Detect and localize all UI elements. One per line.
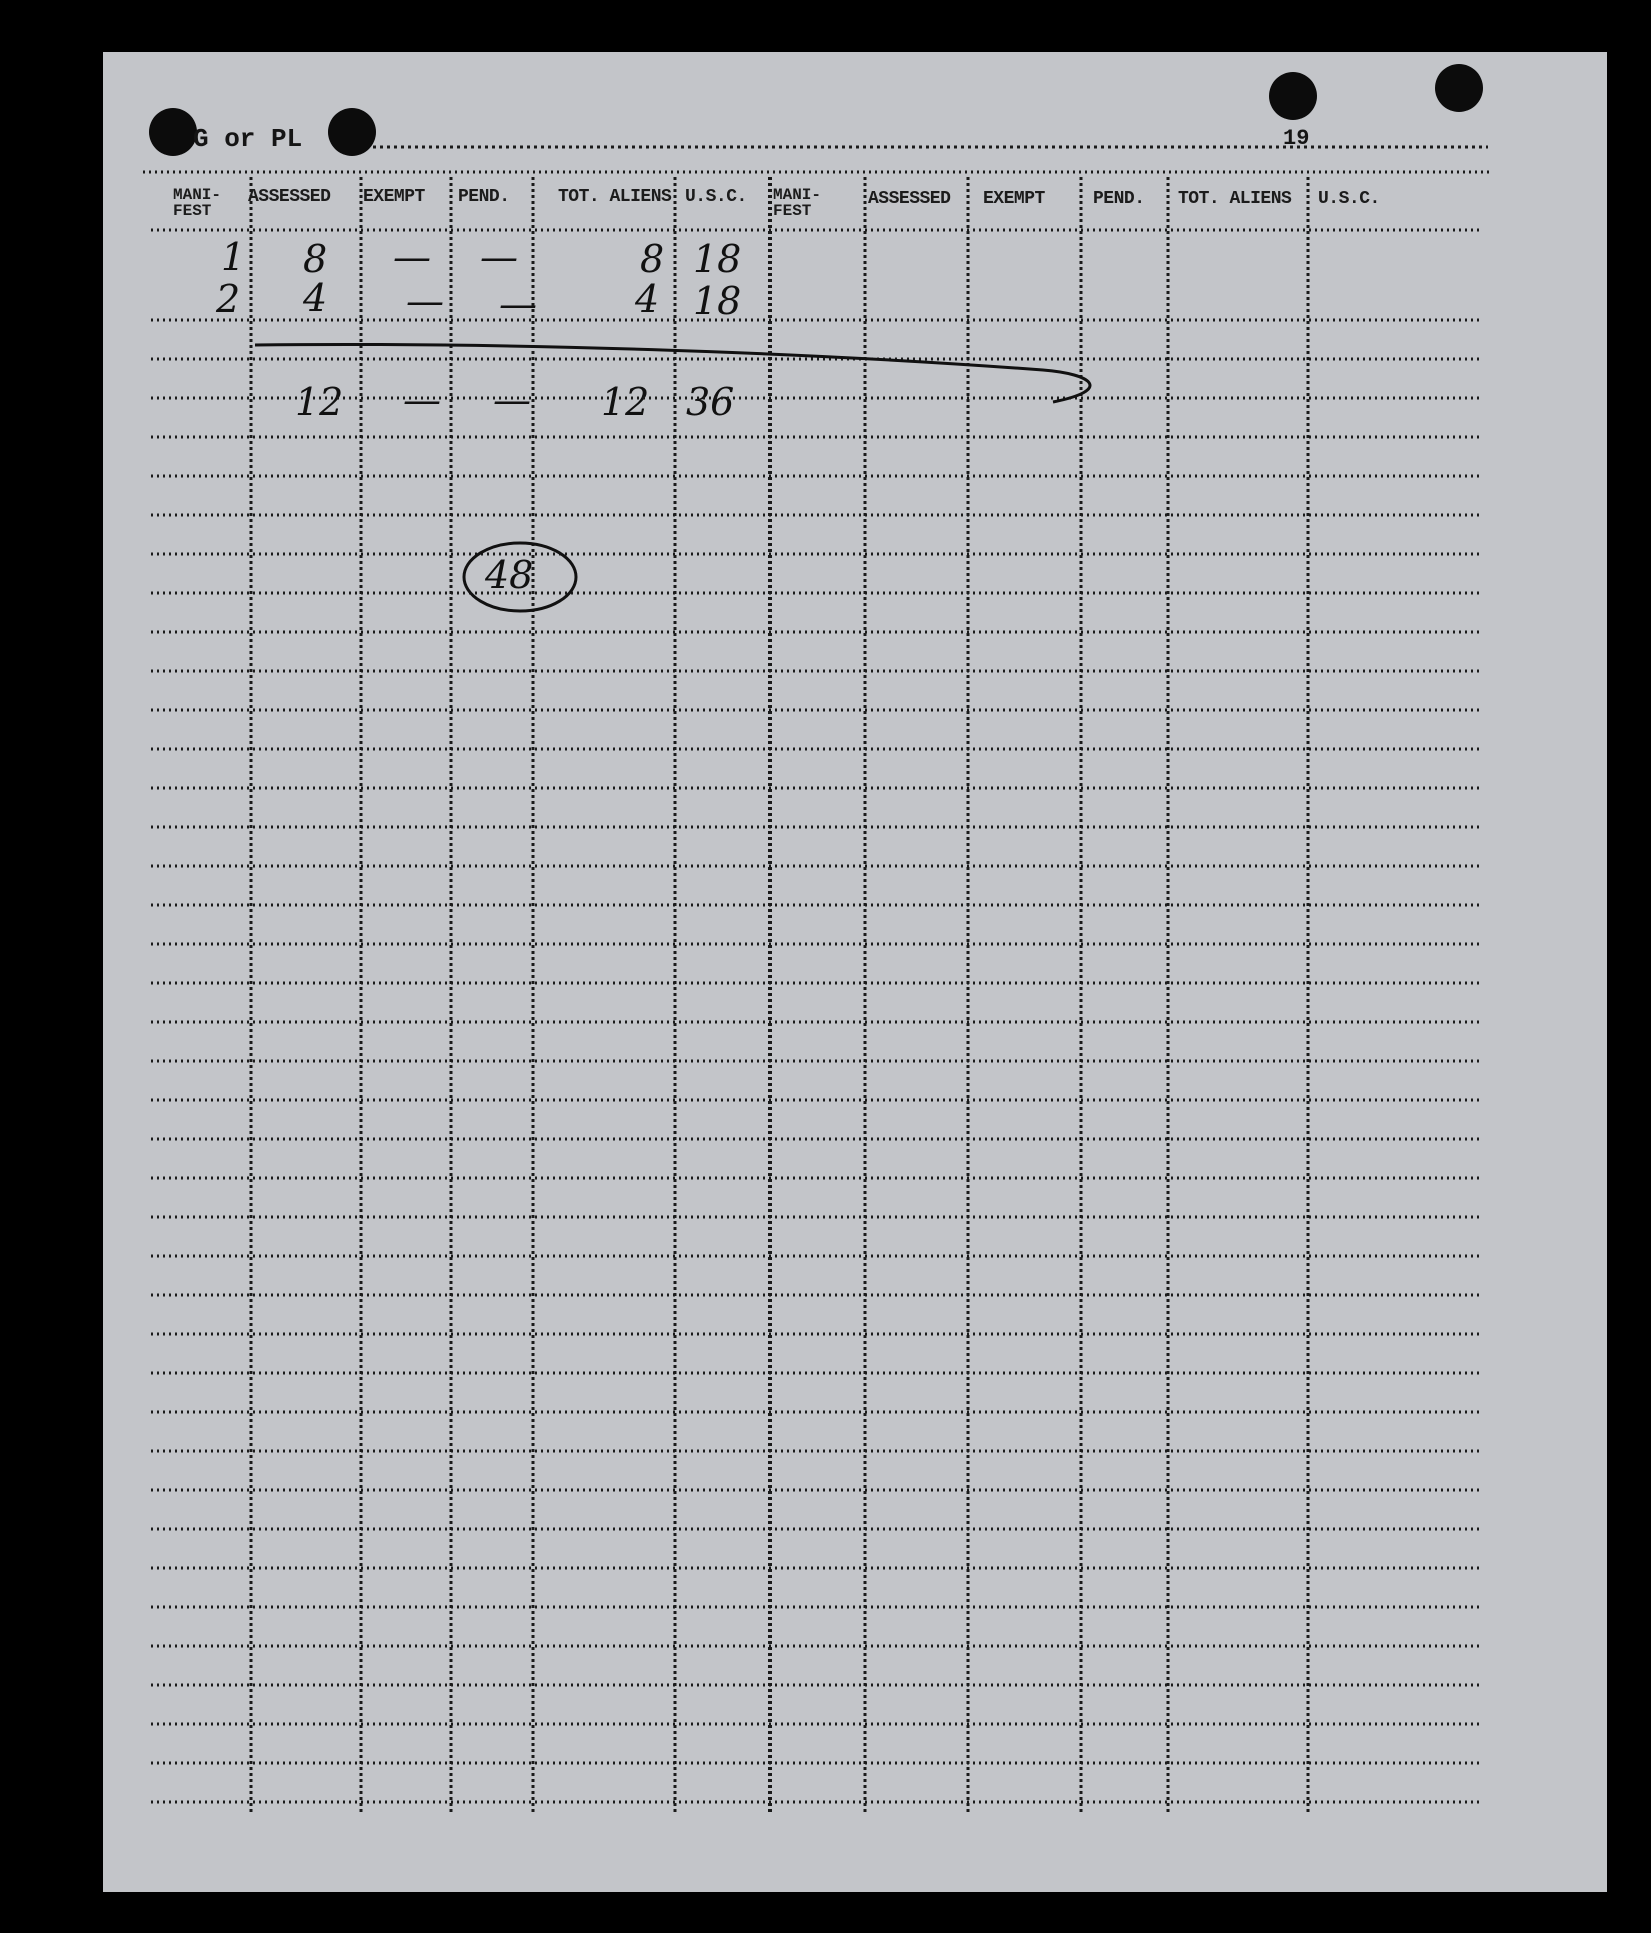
form-prefix: G or PL [193, 124, 303, 154]
row1-exempt: — [393, 235, 431, 279]
row1-pend: — [480, 235, 518, 279]
total-pend: — [493, 378, 531, 422]
header-assessed-left: ASSESSED [248, 187, 331, 207]
year-label: 19 [1283, 126, 1310, 151]
header-totaliens-right: TOT. ALIENS [1178, 189, 1292, 209]
row2-manifest: 2 [216, 277, 241, 321]
form-page [103, 52, 1607, 1892]
header-usc-left: U.S.C. [685, 187, 747, 207]
header-assessed-right: ASSESSED [868, 189, 951, 209]
row1-assessed: 8 [303, 237, 328, 281]
header-totaliens-left: TOT. ALIENS [558, 187, 672, 207]
circled-total: 48 [485, 553, 534, 597]
row1-tot-aliens: 8 [640, 237, 665, 281]
header-manifest-left: MANI- FEST [173, 186, 222, 220]
row1-usc: 18 [693, 237, 742, 281]
header-manifest-right: MANI- FEST [773, 186, 822, 220]
total-usc: 36 [686, 380, 735, 424]
total-tot-aliens: 12 [601, 380, 650, 424]
row2-tot-aliens: 4 [635, 277, 660, 321]
circle-around-total [464, 543, 576, 611]
row1-manifest: 1 [221, 235, 246, 279]
handwritten-underline [255, 344, 1090, 402]
header-exempt-right: EXEMPT [983, 189, 1045, 209]
form-grid [103, 52, 1607, 1892]
header-pend-right: PEND. [1093, 189, 1145, 209]
row2-pend: — [499, 282, 537, 326]
row2-exempt: — [406, 279, 444, 323]
header-usc-right: U.S.C. [1318, 189, 1380, 209]
header-pend-left: PEND. [458, 187, 510, 207]
row2-assessed: 4 [303, 276, 328, 320]
total-assessed: 12 [295, 380, 344, 424]
total-exempt: — [403, 378, 441, 422]
row2-usc: 18 [693, 279, 742, 323]
header-exempt-left: EXEMPT [363, 187, 425, 207]
